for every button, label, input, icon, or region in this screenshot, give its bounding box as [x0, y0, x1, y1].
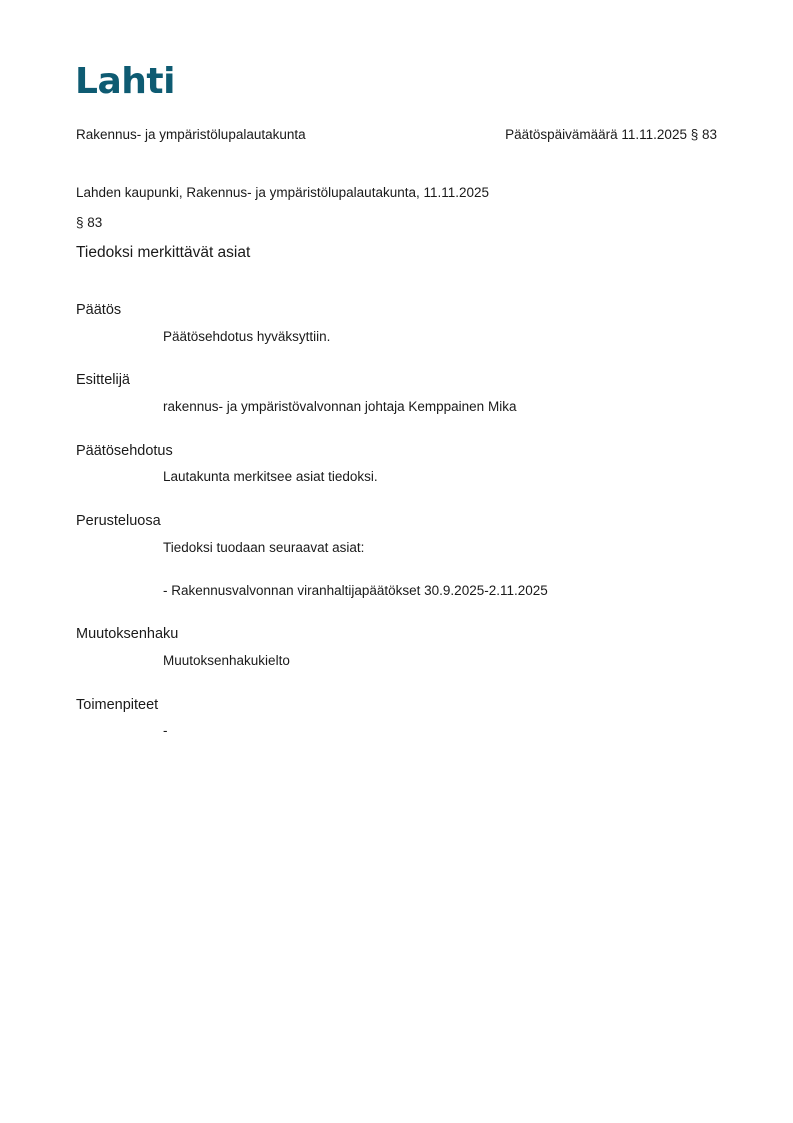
matter-title: Tiedoksi merkittävät asiat: [76, 244, 251, 261]
presenter-text: rakennus- ja ympäristövalvonnan johtaja Kemppainen Mika: [163, 399, 517, 414]
decision-heading: Päätös: [76, 302, 122, 318]
actions-text: -: [163, 723, 168, 738]
presenter-heading: Esittelijä: [76, 372, 130, 388]
committee-name: Rakennus- ja ympäristölupalautakunta: [76, 127, 306, 142]
rationale-list-item: - Rakennusvalvonnan viranhaltijapäätökset 30.9.2025-2.11.2025: [163, 583, 548, 598]
actions-heading: Toimenpiteet: [76, 697, 159, 713]
appeal-text: Muutoksenhakukielto: [163, 653, 290, 668]
appeal-heading: Muutoksenhaku: [76, 626, 179, 642]
decision-date-reference: Päätöspäivämäärä 11.11.2025 § 83: [505, 127, 717, 142]
proposal-heading: Päätösehdotus: [76, 443, 173, 459]
lahti-logo: Lahti: [75, 61, 175, 102]
section-number: § 83: [76, 215, 103, 230]
decision-text: Päätösehdotus hyväksyttiin.: [163, 329, 331, 344]
organization-line: Lahden kaupunki, Rakennus- ja ympäristölupalautakunta, 11.11.2025: [76, 185, 490, 200]
proposal-text: Lautakunta merkitsee asiat tiedoksi.: [163, 469, 378, 484]
rationale-heading: Perusteluosa: [76, 513, 161, 529]
rationale-text: Tiedoksi tuodaan seuraavat asiat:: [163, 540, 365, 555]
